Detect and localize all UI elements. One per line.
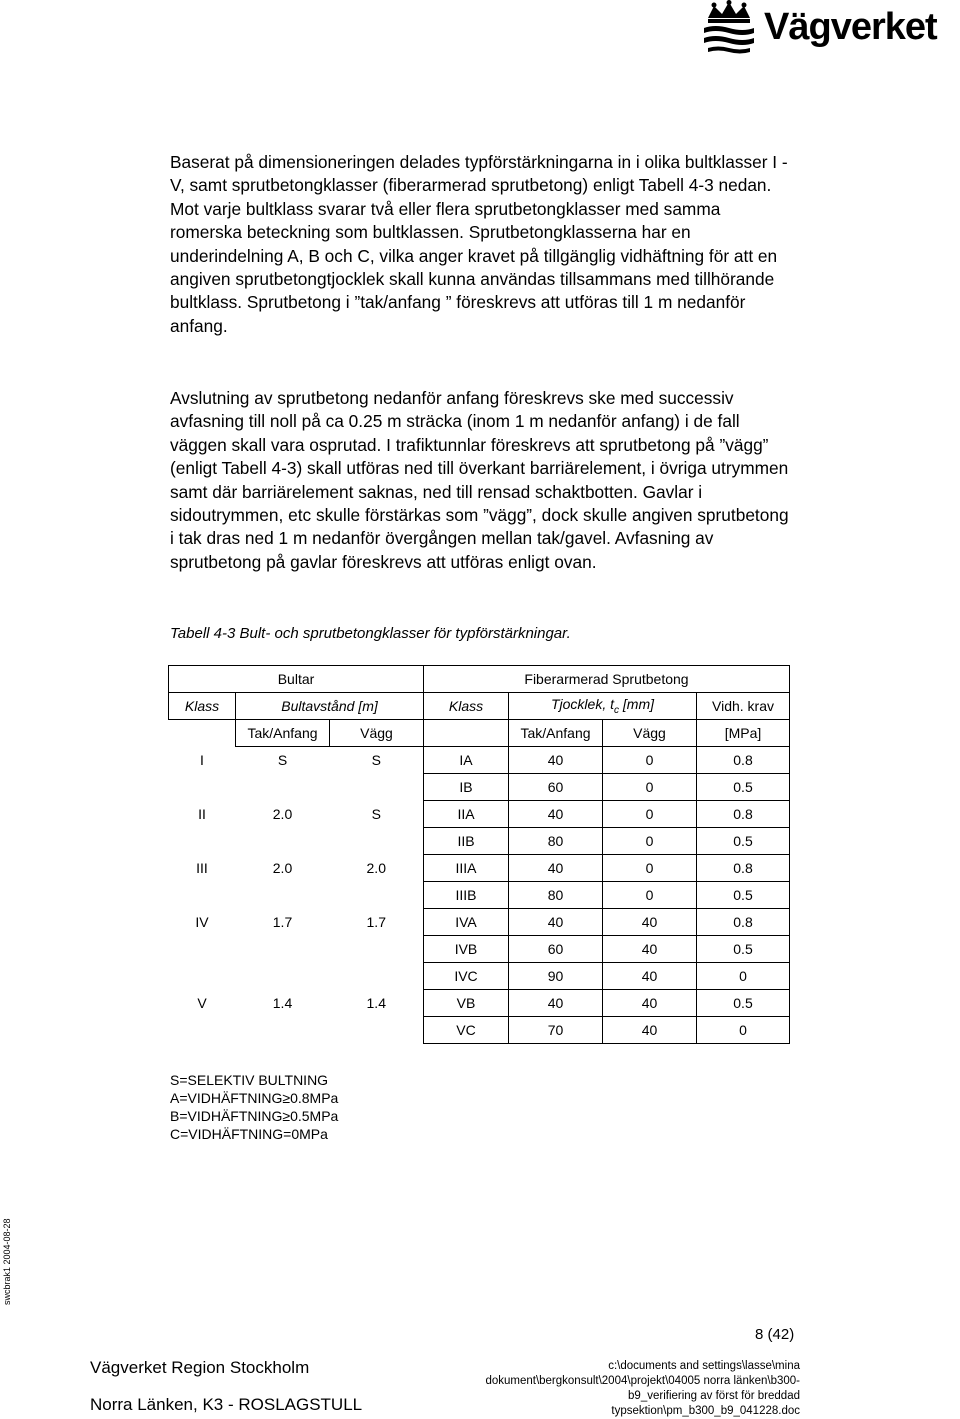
- table-cell: 40: [603, 990, 697, 1017]
- table-cell: 0: [603, 801, 697, 828]
- table-cell: S: [371, 806, 381, 822]
- table-row: [169, 828, 790, 855]
- footer-project: Norra Länken, K3 - ROSLAGSTULL: [90, 1395, 363, 1414]
- table-cell: 0.5: [697, 990, 790, 1017]
- header-tjocklek: [509, 693, 697, 720]
- table-cell: [169, 963, 236, 990]
- table-cell: 40: [509, 801, 603, 828]
- table-cell: 0: [603, 882, 697, 909]
- table-cell: 0: [603, 747, 697, 774]
- paragraph-2: Avslutning av sprutbetong nedanför anfang föreskrevs ske med successiv avfasning till noll på ca 0.25 m sträcka (inom 1 m nedanför anfang) i de fall väggen skall vara osprutad. I trafiktunnlar föreskrevs att sprutbetong på ”vägg” (enligt Tabell 4-3) skall utföras ned till överkant barriärelement, i övriga utrymmen samt där barriärelement saknas, ned till rensad schaktbotten. Gavlar i sidoutrymmen, etc skulle förstärkas som ”vägg”, dock skulle angiven sprutbetong i tak dras ned 1 m nedanför övergången mellan tak/gavel. Avfasning av sprutbetong på gavlar föreskrevs att utföras enligt ovan.: [170, 388, 789, 572]
- note-line: S=SELEKTIV BULTNING: [170, 1072, 329, 1088]
- table-cell: [330, 963, 424, 990]
- table-cell: 0.5: [697, 882, 790, 909]
- table-row: [169, 801, 790, 828]
- table-cell: 2.0: [272, 860, 293, 876]
- table-cell: [330, 882, 424, 909]
- table-cell: 0.5: [697, 828, 790, 855]
- table-cell: IV: [195, 914, 209, 930]
- page-number: 8 (42): [755, 1326, 795, 1343]
- table-cell: 80: [509, 828, 603, 855]
- table-cell: IIB: [424, 828, 509, 855]
- table-row: [169, 855, 790, 882]
- footer-path-line: dokument\bergkonsult\2004\projekt\04005 norra länken\b300-: [485, 1375, 800, 1387]
- subheader-mpa: [MPa]: [697, 720, 790, 747]
- note-line: B=VIDHÄFTNING≥0.5MPa: [170, 1108, 339, 1124]
- table-cell: 90: [509, 963, 603, 990]
- subheader-takanfang: Tak/Anfang: [236, 720, 330, 747]
- footer-org: Vägverket Region Stockholm: [90, 1358, 310, 1377]
- header-klass: Klass: [169, 693, 236, 720]
- note-line: C=VIDHÄFTNING=0MPa: [170, 1126, 328, 1142]
- table-cell: [236, 774, 330, 801]
- table-cell: 2.0: [366, 860, 386, 876]
- table-cell: 0: [603, 774, 697, 801]
- table-cell: IIA: [424, 801, 509, 828]
- paragraph-1: Baserat på dimensioneringen delades typförstärkningarna in i olika bultklasser I - V, samt sprutbetongklasser (fiberarmerad sprutbetong) enligt Tabell 4-3 nedan. Mot varje bultklass svarar två eller flera sprutbetongklasser med samma romerska beteckning som bultklassen. Sprutbetongklasserna har en underindelning A, B och C, vilka anger kravet på tillgänglig vidhäftning för att en angiven sprutbetongtjocklek skall kunna användas tillsammans med tillhörande bultklass. Sprutbetong i ”tak/anfang ” föreskrevs att utföras till 1 m nedanför anfang.: [170, 152, 788, 336]
- crown-emblem-icon: [700, 0, 758, 58]
- table-notes: [170, 1071, 338, 1143]
- table-row: [169, 882, 790, 909]
- table-cell: 40: [603, 1017, 697, 1044]
- subheader-vagg-2: Vägg: [603, 720, 697, 747]
- table-cell: 2.0: [272, 806, 293, 822]
- group-header-bultar: Bultar: [169, 666, 424, 693]
- table-cell: IB: [424, 774, 509, 801]
- table-cell: [236, 882, 330, 909]
- table-cell: III: [196, 860, 208, 876]
- table-cell: 0: [603, 855, 697, 882]
- table-cell: [330, 774, 424, 801]
- table-group-header-row: [169, 666, 790, 693]
- table-cell: 0.8: [697, 909, 790, 936]
- table-cell: II: [198, 806, 206, 822]
- table-cell: 40: [509, 747, 603, 774]
- table-cell: 1.4: [366, 995, 386, 1011]
- table-row: [169, 747, 790, 774]
- table-cell: [169, 1017, 236, 1044]
- table-cell: 0: [697, 1017, 790, 1044]
- table-cell: [330, 828, 424, 855]
- table-row: [169, 963, 790, 990]
- table-cell: 0: [697, 963, 790, 990]
- vagverket-logo: [700, 0, 960, 60]
- table-cell: V: [197, 995, 207, 1011]
- table-cell: IA: [424, 747, 509, 774]
- table-cell: [236, 936, 330, 963]
- table-cell: VC: [424, 1017, 509, 1044]
- logo-text: Vägverket: [764, 6, 937, 48]
- footer-file-path: [470, 1359, 800, 1419]
- table-cell: 1.7: [272, 914, 293, 930]
- table-row: [169, 1017, 790, 1044]
- table-cell: I: [200, 752, 204, 768]
- table-caption: Tabell 4-3 Bult- och sprutbetongklasser för typförstärkningar.: [170, 625, 571, 642]
- table-cell: [236, 1017, 330, 1044]
- subheader-vagg: Vägg: [330, 720, 424, 747]
- table-cell: 60: [509, 936, 603, 963]
- header-bultavstand: Bultavstånd [m]: [236, 693, 424, 720]
- header-tjocklek-text: Tjocklek, t: [550, 696, 614, 713]
- group-header-fiber: Fiberarmerad Sprutbetong: [424, 666, 790, 693]
- subheader-takanfang-2: Tak/Anfang: [509, 720, 603, 747]
- footer-path-line: typsektion\pm_b300_b9_041228.doc: [611, 1405, 800, 1417]
- table-cell: 0.8: [697, 855, 790, 882]
- table-cell: [330, 1017, 424, 1044]
- table-cell: VB: [424, 990, 509, 1017]
- note-line: A=VIDHÄFTNING≥0.8MPa: [170, 1090, 339, 1106]
- table-cell: 40: [603, 963, 697, 990]
- table-cell: 40: [509, 855, 603, 882]
- table-row: [169, 936, 790, 963]
- table-cell: 40: [603, 936, 697, 963]
- header-tjocklek-sub: c: [614, 704, 619, 716]
- table-cell: [169, 774, 236, 801]
- table-cell: 0.8: [697, 747, 790, 774]
- bolt-shotcrete-table: [168, 665, 790, 1044]
- table-cell: 1.7: [366, 914, 386, 930]
- header-tjocklek-unit: [mm]: [619, 696, 654, 713]
- table-cell: 0: [603, 828, 697, 855]
- table-cell: IIIA: [424, 855, 509, 882]
- table-row: [169, 774, 790, 801]
- table-cell: [169, 882, 236, 909]
- table-cell: IIIB: [424, 882, 509, 909]
- footer-path-line: c:\documents and settings\lasse\mina: [608, 1360, 800, 1372]
- header-klass-2: Klass: [424, 693, 509, 720]
- table-subheader-row: [169, 720, 790, 747]
- side-stamp: swcbrak1 2004-08-28: [2, 1218, 12, 1305]
- table-cell: 0.5: [697, 936, 790, 963]
- table-cell: [169, 828, 236, 855]
- table-row: [169, 909, 790, 936]
- table-cell: 0.5: [697, 774, 790, 801]
- table-cell: 40: [603, 909, 697, 936]
- table-cell: [330, 936, 424, 963]
- table-cell: 40: [509, 990, 603, 1017]
- table-cell: IVA: [424, 909, 509, 936]
- table-cell: 70: [509, 1017, 603, 1044]
- table-cell: S: [277, 752, 288, 769]
- table-row: [169, 990, 790, 1017]
- table-cell: [236, 828, 330, 855]
- header-vidh: Vidh. krav: [697, 693, 790, 720]
- table-cell: 1.4: [272, 995, 293, 1011]
- table-cell: S: [371, 752, 381, 769]
- table-cell: 80: [509, 882, 603, 909]
- table-header-row: [169, 693, 790, 720]
- table-cell: [236, 963, 330, 990]
- table-cell: 40: [509, 909, 603, 936]
- table-cell: IVB: [424, 936, 509, 963]
- table-cell: [169, 936, 236, 963]
- footer-path-line: b9_verifiering av först för breddad: [628, 1390, 800, 1402]
- table-cell: 0.8: [697, 801, 790, 828]
- table-cell: 60: [509, 774, 603, 801]
- table-cell: IVC: [424, 963, 509, 990]
